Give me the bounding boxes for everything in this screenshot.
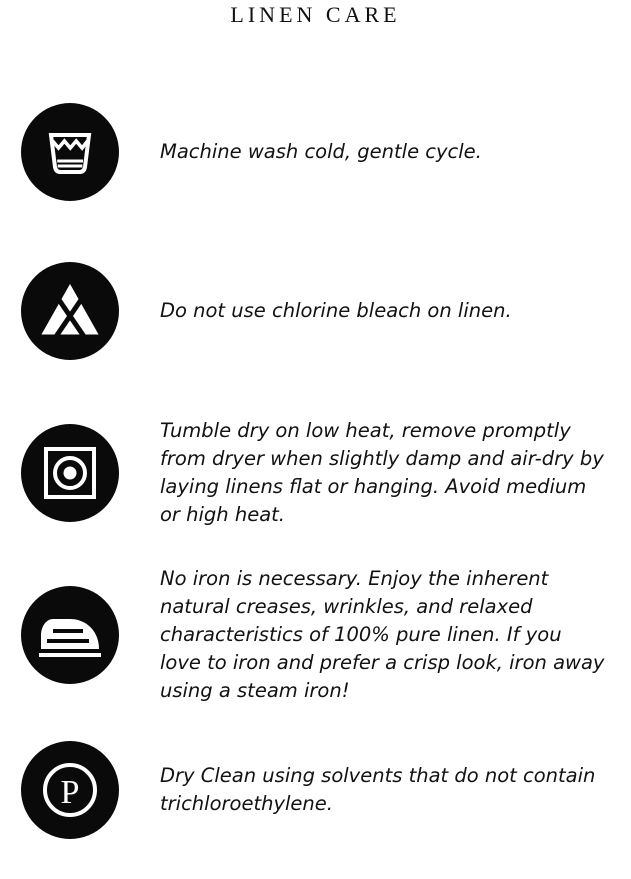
- care-instruction-text: Do not use chlorine bleach on linen.: [160, 299, 512, 322]
- page-title: LINEN CARE: [230, 2, 401, 27]
- care-instruction-text: Tumble dry on low heat, remove promptly from dryer when slightly damp and air-dry by laying linens flat or hanging. Avoid medium or high heat.: [160, 418, 604, 526]
- text-cell: [130, 417, 615, 529]
- text-cell: [130, 565, 615, 705]
- list-item: [0, 232, 631, 390]
- svg-text:P: P: [60, 774, 80, 811]
- do-not-bleach-icon: [21, 262, 119, 360]
- icon-cell: [10, 741, 130, 839]
- tumble-dry-low-icon: [21, 424, 119, 522]
- dry-clean-p-icon: [21, 741, 119, 839]
- care-instruction-text: Machine wash cold, gentle cycle.: [160, 140, 482, 163]
- list-item: [0, 390, 631, 555]
- care-instruction-text: No iron is necessary. Enjoy the inherent natural creases, wrinkles, and relaxed characteristics of 100% pure linen. If you love to iron and prefer a crisp look, iron away using a steam iron!: [160, 567, 605, 702]
- list-item: [0, 555, 631, 715]
- icon-cell: [10, 103, 130, 201]
- text-cell: [130, 297, 615, 325]
- iron-icon: [21, 586, 119, 684]
- icon-cell: [10, 424, 130, 522]
- list-item: [0, 72, 631, 232]
- icon-cell: [10, 586, 130, 684]
- list-item: [0, 715, 631, 865]
- machine-wash-icon: [21, 103, 119, 201]
- text-cell: [130, 762, 615, 818]
- care-instruction-text: Dry Clean using solvents that do not contain trichloroethylene.: [160, 764, 596, 815]
- care-instruction-list: [0, 72, 631, 865]
- icon-cell: [10, 262, 130, 360]
- text-cell: [130, 138, 615, 166]
